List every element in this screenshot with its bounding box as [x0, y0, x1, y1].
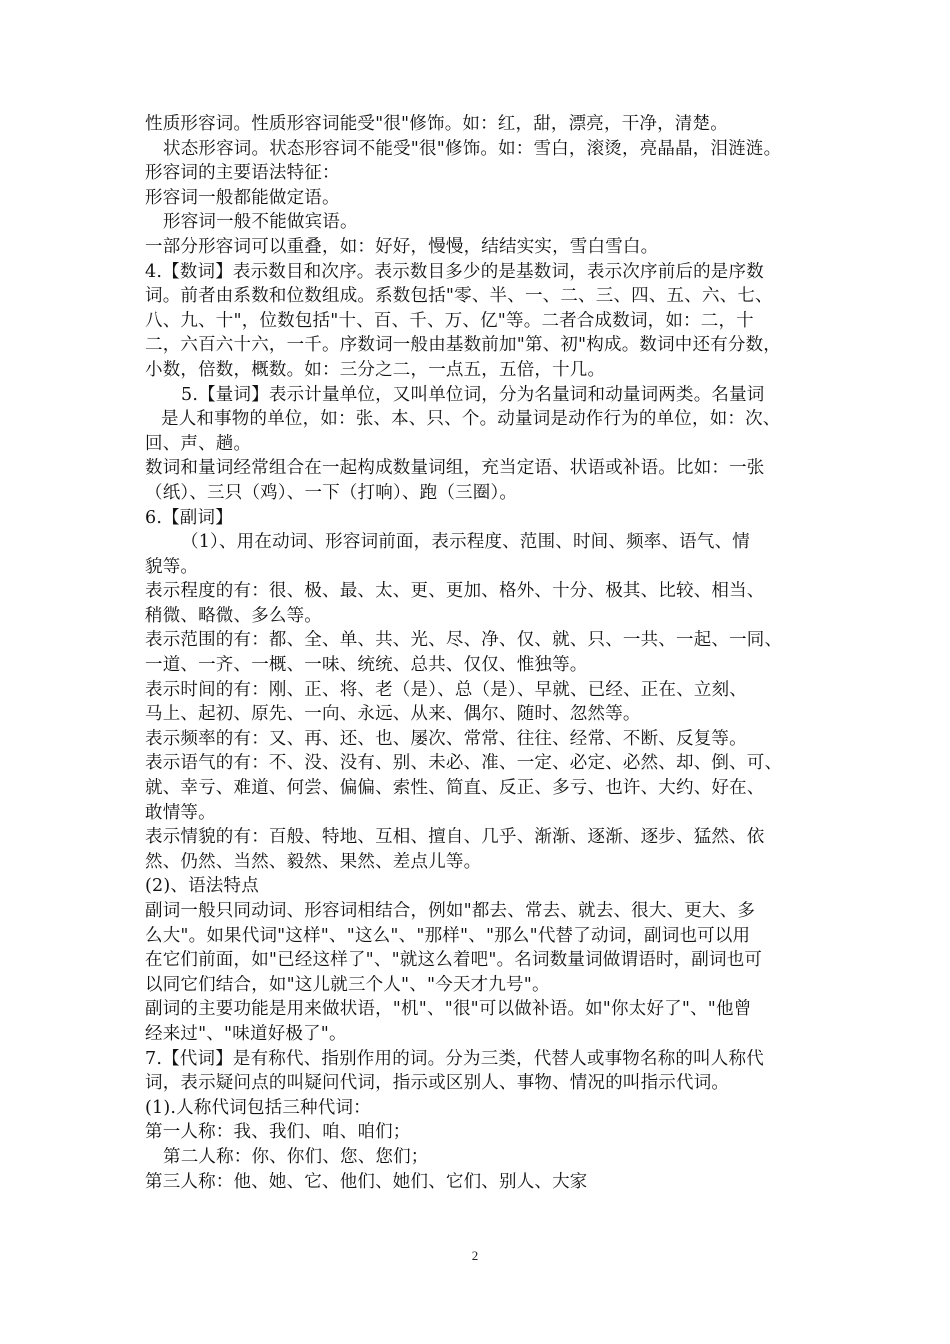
- text-line: 回、声、趟。: [145, 433, 252, 454]
- section-heading-numerals: 4.【数词】表示数目和次序。表示数目多少的是基数词，表示次序前后的是序数: [145, 261, 764, 282]
- text-line: 表示时间的有：刚、正、将、老（是）、总（是）、早就、已经、正在、立刻、: [145, 679, 747, 700]
- text-line: （纸）、三只（鸡）、一下（打响）、跑（三圈）。: [145, 482, 518, 503]
- text-line: 第一人称：我、我们、咱、咱们；: [145, 1122, 411, 1143]
- text-line: 以同它们结合，如"这儿就三个人"、"今天才九号"。: [145, 974, 550, 995]
- text-line: 表示程度的有：很、极、最、太、更、更加、格外、十分、极其、比较、相当、: [145, 581, 765, 602]
- text-line: 表示情貌的有：百般、特地、互相、擅自、几乎、渐渐、逐渐、逐步、猛然、依: [145, 827, 765, 848]
- section-heading-measure-words: 5.【量词】表示计量单位，又叫单位词，分为名量词和动量词两类。名量词: [181, 384, 765, 405]
- text-line: 八、九、十"，位数包括"十、百、千、万、亿"等。二者合成数词，如：二，十: [145, 310, 754, 331]
- text-line: 么大"。如果代词"这样"、"这么"、"那样"、"那么"代替了动词，副词也可以用: [145, 925, 751, 946]
- text-line: 貌等。: [145, 556, 199, 577]
- text-line: 第三人称：他、她、它、他们、她们、它们、别人、大家: [145, 1171, 588, 1192]
- text-line: 是人和事物的单位，如：张、本、只、个。动量词是动作行为的单位，如：次、: [161, 409, 781, 430]
- text-line: 在它们前面，如"已经这样了"、"就这么着吧"。名词数量词做谓语时，副词也可: [145, 950, 763, 971]
- text-line: 稍微、略微、多么等。: [145, 605, 322, 626]
- subsection-heading: (2)、语法特点: [145, 876, 259, 897]
- text-line: （1）、用在动词、形容词前面，表示程度、范围、时间、频率、语气、情: [181, 532, 750, 553]
- text-line: 一道、一齐、一概、一味、统统、总共、仅仅、惟独等。: [145, 655, 588, 676]
- section-heading-adverbs: 6.【副词】: [145, 507, 233, 528]
- text-line: 小数，倍数，概数。如：三分之二，一点五，五倍，十几。: [145, 359, 606, 380]
- text-line: 性质形容词。性质形容词能受"很"修饰。如：红，甜，漂亮，干净，清楚。: [145, 114, 728, 134]
- text-line: 词，表示疑问点的叫疑问代词，指示或区别人、事物、情况的叫指示代词。: [145, 1073, 730, 1094]
- text-line: 状态形容词。状态形容词不能受"很"修饰。如：雪白，滚烫，亮晶晶，泪涟涟。: [163, 138, 782, 159]
- text-line: 副词的主要功能是用来做状语，"机"、"很"可以做补语。如"你太好了"、"他曾: [145, 999, 752, 1020]
- section-heading-pronouns: 7.【代词】是有称代、指别作用的词。分为三类，代替人或事物名称的叫人称代: [145, 1048, 764, 1069]
- text-line: 一部分形容词可以重叠，如：好好，慢慢，结结实实，雪白雪白。: [145, 236, 659, 257]
- text-line: 敢情等。: [145, 802, 216, 823]
- document-body: [145, 112, 815, 1194]
- text-line: 词。前者由系数和位数组成。系数包括"零、半、一、二、三、四、五、六、七、: [145, 286, 773, 307]
- page-number: 2: [471, 1248, 479, 1263]
- text-line: 副词一般只同动词、形容词相结合，例如"都去、常去、就去、很大、更大、多: [145, 901, 756, 921]
- text-line: 形容词一般都能做定语。: [145, 187, 340, 208]
- subsection-heading: (1).人称代词包括三种代词：: [145, 1097, 371, 1118]
- text-line: 表示语气的有：不、没、没有、别、未必、准、一定、必定、必然、却、倒、可、: [145, 753, 783, 774]
- text-line: 表示范围的有：都、全、单、共、光、尽、净、仅、就、只、一共、一起、一同、: [145, 630, 783, 651]
- text-line: 形容词一般不能做宾语。: [163, 212, 358, 233]
- text-line: 经来过"、"味道好极了"。: [145, 1023, 347, 1044]
- text-line: 第二人称：你、你们、您、您们；: [163, 1146, 429, 1167]
- text-line: 马上、起初、原先、一向、永远、从来、偶尔、随时、忽然等。: [145, 704, 641, 725]
- text-line: 然、仍然、当然、毅然、果然、差点儿等。: [145, 851, 482, 872]
- text-line: 形容词的主要语法特征：: [145, 163, 340, 184]
- text-line: 二，六百六十六，一千。序数词一般由基数前加"第、初"构成。数词中还有分数，: [145, 335, 781, 356]
- text-line: 数词和量词经常组合在一起构成数量词组，充当定语、状语或补语。比如：一张: [145, 458, 765, 479]
- text-line: 表示频率的有：又、再、还、也、屡次、常常、往往、经常、不断、反复等。: [145, 728, 747, 749]
- text-line: 就、幸亏、难道、何尝、偏偏、索性、简直、反正、多亏、也许、大约、好在、: [145, 778, 765, 799]
